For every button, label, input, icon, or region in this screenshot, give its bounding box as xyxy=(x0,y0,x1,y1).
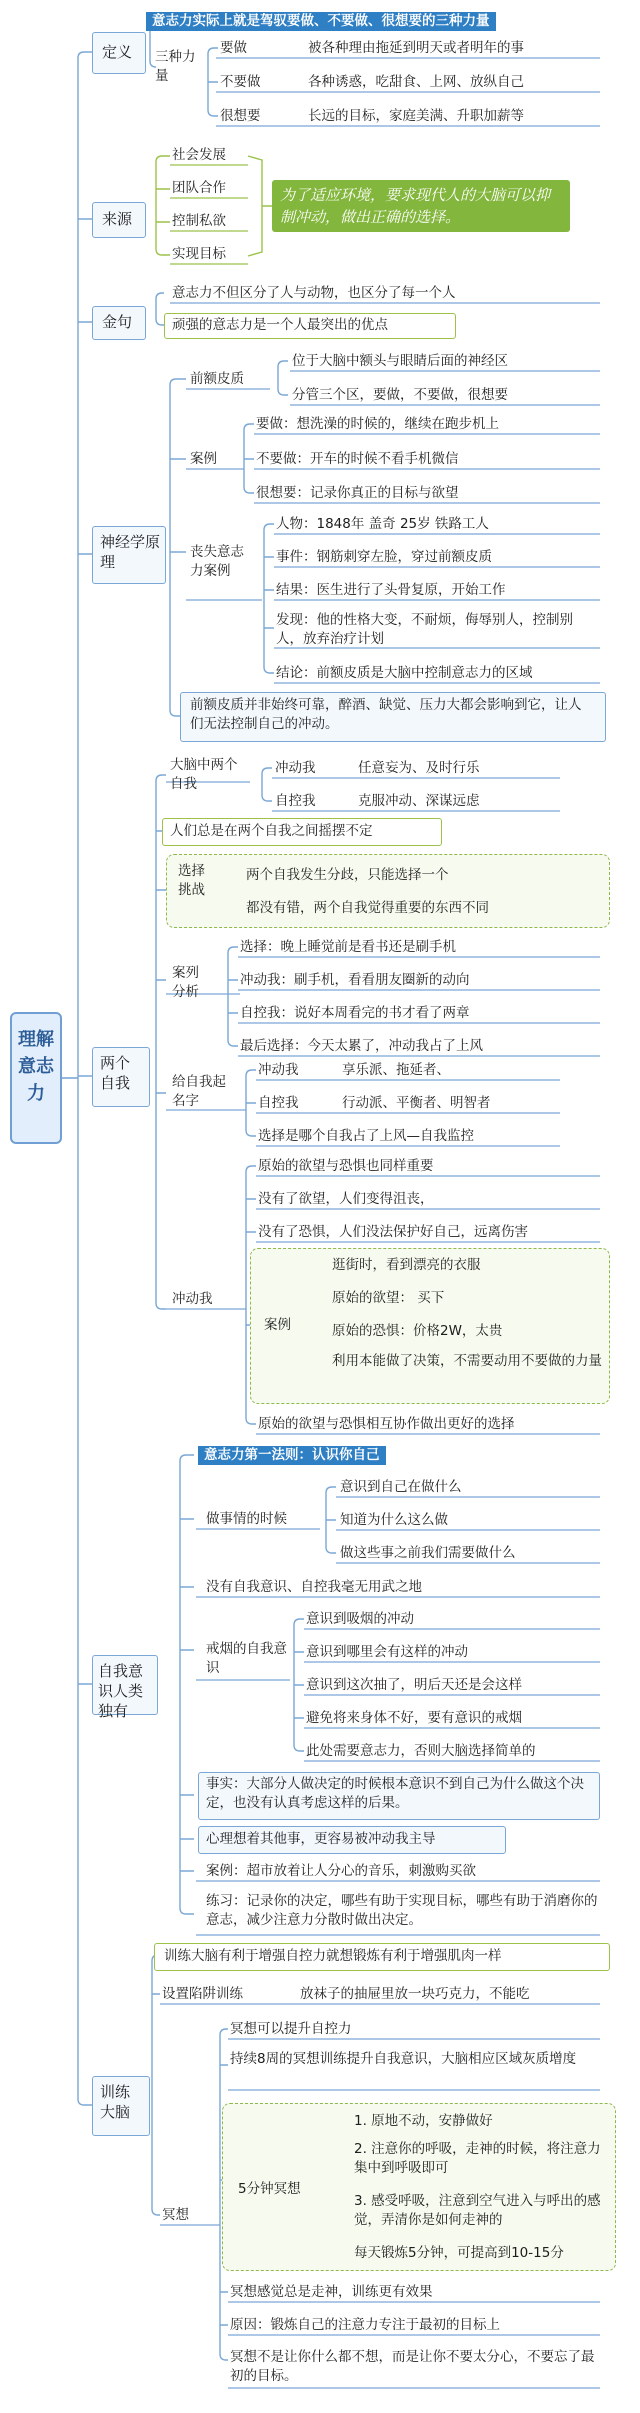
source-note: 为了适应环境，要求现代人的大脑可以抑制冲动，做出正确的选择。 xyxy=(272,180,570,232)
lost-item: 结论：前额皮质是大脑中控制意志力的区域 xyxy=(276,665,533,681)
connector-line xyxy=(264,524,274,673)
impulse-item: 原始的欲望与恐惧也同样重要 xyxy=(258,1158,434,1174)
five-min-label: 5分钟冥想 xyxy=(238,2181,301,2197)
brain-item-v: 克服冲动、深谋远虑 xyxy=(358,793,480,809)
pfc-item: 分管三个区，要做，不要做，很想要 xyxy=(292,387,508,403)
definition-item-v: 长远的目标，家庭美满、升职加薪等 xyxy=(308,108,524,124)
connector-line xyxy=(294,1619,304,1751)
brain-item-v: 任意妄为、及时行乐 xyxy=(358,760,480,776)
branch-two-selves-label: 两个自我 xyxy=(100,1054,131,1092)
impulse-case-item: 逛街时，看到漂亮的衣服 xyxy=(332,1257,481,1273)
branch-self-awareness-label: 自我意识人类独有 xyxy=(98,1662,144,1720)
awareness-title: 意志力第一法则：认识你自己 xyxy=(198,1446,386,1465)
lost-item: 发现：他的性格大变，不耐烦，侮辱别人，控制别人，放弃治疗计划 xyxy=(276,612,573,647)
impulse-case-label: 案例 xyxy=(264,1317,291,1333)
trap-label: 设置陷阱训练 xyxy=(162,1986,243,2002)
branch-definition-label: 定义 xyxy=(102,43,133,61)
connector-line xyxy=(152,1955,160,2215)
choice-label: 选择挑战 xyxy=(178,863,205,898)
connector-line xyxy=(244,424,254,493)
definition-item-k: 不要做 xyxy=(220,74,261,90)
train-top: 训练大脑有利于增强自控力就想锻炼有利于增强肌肉一样 xyxy=(164,1948,502,1964)
impulse-item: 没有了恐惧，人们没法保护好自己，远离伤害 xyxy=(258,1224,528,1240)
practice-text: 练习：记录你的决定，哪些有助于实现目标，哪些有助于消磨你的意志，减少注意力分散时做出决定。 xyxy=(206,1893,598,1928)
analysis-item: 冲动我：刷手机，看看朋友圈新的动向 xyxy=(240,972,470,988)
pfc-label: 前额皮质 xyxy=(190,371,244,387)
connector-line xyxy=(170,379,186,716)
connector-line xyxy=(326,1487,336,1553)
connector-line xyxy=(156,775,166,1309)
definition-item-k: 要做 xyxy=(220,40,247,56)
trap-value: 放袜子的抽屉里放一块巧克力，不能吃 xyxy=(300,1986,530,2002)
smoke-item: 避免将来身体不好，要有意识的戒烟 xyxy=(306,1710,522,1726)
five-min-item: 1. 原地不动，安静做好 xyxy=(354,2113,493,2129)
definition-item-v: 各种诱惑，吃甜食、上网、放纵自己 xyxy=(308,74,524,90)
names-item-k: 冲动我 xyxy=(258,1062,299,1078)
names-last: 选择是哪个自我占了上风—自我监控 xyxy=(258,1128,474,1144)
lost-item: 事件：钢筋刺穿左脸，穿过前额皮质 xyxy=(276,549,492,565)
lost-label: 丧失意志力案例 xyxy=(190,544,244,579)
fact-text: 事实：大部分人做决定的时候根本意识不到自己为什么做这个决定，也没有认真考虑这样的后果。 xyxy=(206,1776,584,1811)
smoke-item: 此处需要意志力，否则大脑选择简单的 xyxy=(306,1743,536,1759)
when-label: 做事情的时候 xyxy=(206,1511,287,1527)
awareness-none: 没有自我意识、自控我毫无用武之地 xyxy=(206,1579,422,1595)
impulse-label: 冲动我 xyxy=(172,1291,213,1307)
quote-line: 意志力不但区分了人与动物，也区分了每一个人 xyxy=(172,285,456,301)
neuro-note: 前额皮质并非始终可靠，醉酒、缺觉、压力大都会影响到它，让人们无法控制自己的冲动。 xyxy=(190,697,582,732)
definition-item-k: 很想要 xyxy=(220,108,261,124)
brain-item-k: 自控我 xyxy=(275,793,316,809)
connector-line xyxy=(278,361,288,395)
lost-item: 人物：1848年 盖奇 25岁 铁路工人 xyxy=(276,516,489,532)
mind-text: 心理想着其他事，更容易被冲动我主导 xyxy=(206,1831,436,1847)
branch-source-label: 来源 xyxy=(102,210,133,228)
quote-line: 顽强的意志力是一个人最突出的优点 xyxy=(172,317,388,333)
connector-line xyxy=(262,768,272,801)
smoke-item: 意识到吸烟的冲动 xyxy=(306,1611,414,1627)
meditation-after: 冥想感觉总是走神，训练更有效果 xyxy=(230,2284,433,2300)
connector-line xyxy=(156,293,164,325)
branch-neuro-label: 神经学原理 xyxy=(100,533,161,571)
meditation-after: 原因：锻炼自己的注意力专注于最初的目标上 xyxy=(230,2317,500,2333)
source-item: 团队合作 xyxy=(172,180,226,196)
meditation-after: 冥想不是让你什么都不想，而是让你不要太分心，不要忘了最初的目标。 xyxy=(230,2349,595,2384)
branch-quote-label: 金句 xyxy=(102,313,133,331)
neuro-case-item: 不要做：开车的时候不看手机微信 xyxy=(256,451,459,467)
brain-label: 大脑中两个自我 xyxy=(170,757,238,792)
choice-item: 两个自我发生分歧，只能选择一个 xyxy=(246,867,449,883)
source-item: 社会发展 xyxy=(172,147,226,163)
analysis-item: 选择：晚上睡觉前是看书还是刷手机 xyxy=(240,939,456,955)
names-item-v: 行动派、平衡者、明智者 xyxy=(342,1095,491,1111)
definition-sub: 三种力量 xyxy=(155,49,196,84)
impulse-case-item: 利用本能做了决策，不需要动用不要做的力量 xyxy=(332,1353,602,1369)
impulse-case-item: 原始的恐惧：价格2W，太贵 xyxy=(332,1323,503,1339)
connector-line xyxy=(248,156,272,256)
analysis-label: 案列分析 xyxy=(172,965,199,1000)
names-item-v: 享乐派、拖延者、 xyxy=(342,1062,450,1078)
pfc-item: 位于大脑中额头与眼睛后面的神经区 xyxy=(292,353,508,369)
definition-item-v: 被各种理由拖延到明天或者明年的事 xyxy=(308,40,524,56)
neuro-case-item: 很想要：记录你真正的目标与欲望 xyxy=(256,485,459,501)
connector-line xyxy=(156,156,170,255)
impulse-item: 没有了欲望，人们变得沮丧， xyxy=(258,1191,434,1207)
neuro-case-label: 案例 xyxy=(190,451,217,467)
root-node[interactable]: 理解意志力 xyxy=(10,1012,62,1144)
meditation-item: 持续8周的冥想训练提升自我意识，大脑相应区域灰质增度 xyxy=(230,2051,577,2067)
names-item-k: 自控我 xyxy=(258,1095,299,1111)
swing-text: 人们总是在两个自我之间摇摆不定 xyxy=(170,823,373,839)
impulse-last: 原始的欲望与恐惧相互协作做出更好的选择 xyxy=(258,1416,515,1432)
connector-line xyxy=(228,947,238,1046)
smoke-item: 意识到这次抽了，明后天还是会这样 xyxy=(306,1677,522,1693)
market-text: 案例：超市放着让人分心的音乐，刺激购买欲 xyxy=(206,1863,476,1879)
analysis-item: 自控我：说好本周看完的书才看了两章 xyxy=(240,1005,470,1021)
choice-item: 都没有错，两个自我觉得重要的东西不同 xyxy=(246,900,489,916)
smoke-label: 戒烟的自我意识 xyxy=(206,1641,287,1676)
connector-line xyxy=(180,1455,194,1914)
brain-item-k: 冲动我 xyxy=(275,760,316,776)
neuro-case-item: 要做：想洗澡的时候的，继续在跑步机上 xyxy=(256,416,499,432)
analysis-item: 最后选择：今天太累了，冲动我占了上风 xyxy=(240,1038,483,1054)
when-item: 知道为什么这么做 xyxy=(340,1512,448,1528)
source-item: 控制私欲 xyxy=(172,213,226,229)
smoke-item: 意识到哪里会有这样的冲动 xyxy=(306,1644,468,1660)
definition-title: 意志力实际上就是驾驭要做、不要做、很想要的三种力量 xyxy=(146,12,496,31)
connector-line xyxy=(78,52,92,2105)
when-item: 做这些事之前我们需要做什么 xyxy=(340,1545,516,1561)
five-min-item: 2. 注意你的呼吸，走神的时候，将注意力集中到呼吸即可 xyxy=(354,2141,601,2176)
branch-train-brain-label: 训练大脑 xyxy=(100,2083,131,2121)
connector-line xyxy=(246,1070,256,1136)
meditation-item: 冥想可以提升自控力 xyxy=(230,2021,352,2037)
names-label: 给自我起名字 xyxy=(172,1074,226,1109)
source-item: 实现目标 xyxy=(172,246,226,262)
impulse-case-item: 原始的欲望： 买下 xyxy=(332,1290,445,1306)
five-min-item: 3. 感受呼吸，注意到空气进入与呼出的感觉，弄清你是如何走神的 xyxy=(354,2193,601,2228)
lost-item: 结果：医生进行了头骨复原，开始工作 xyxy=(276,582,506,598)
meditation-label: 冥想 xyxy=(162,2207,189,2223)
when-item: 意识到自己在做什么 xyxy=(340,1479,462,1495)
five-min-item: 每天锻炼5分钟，可提高到10-15分 xyxy=(354,2245,564,2261)
